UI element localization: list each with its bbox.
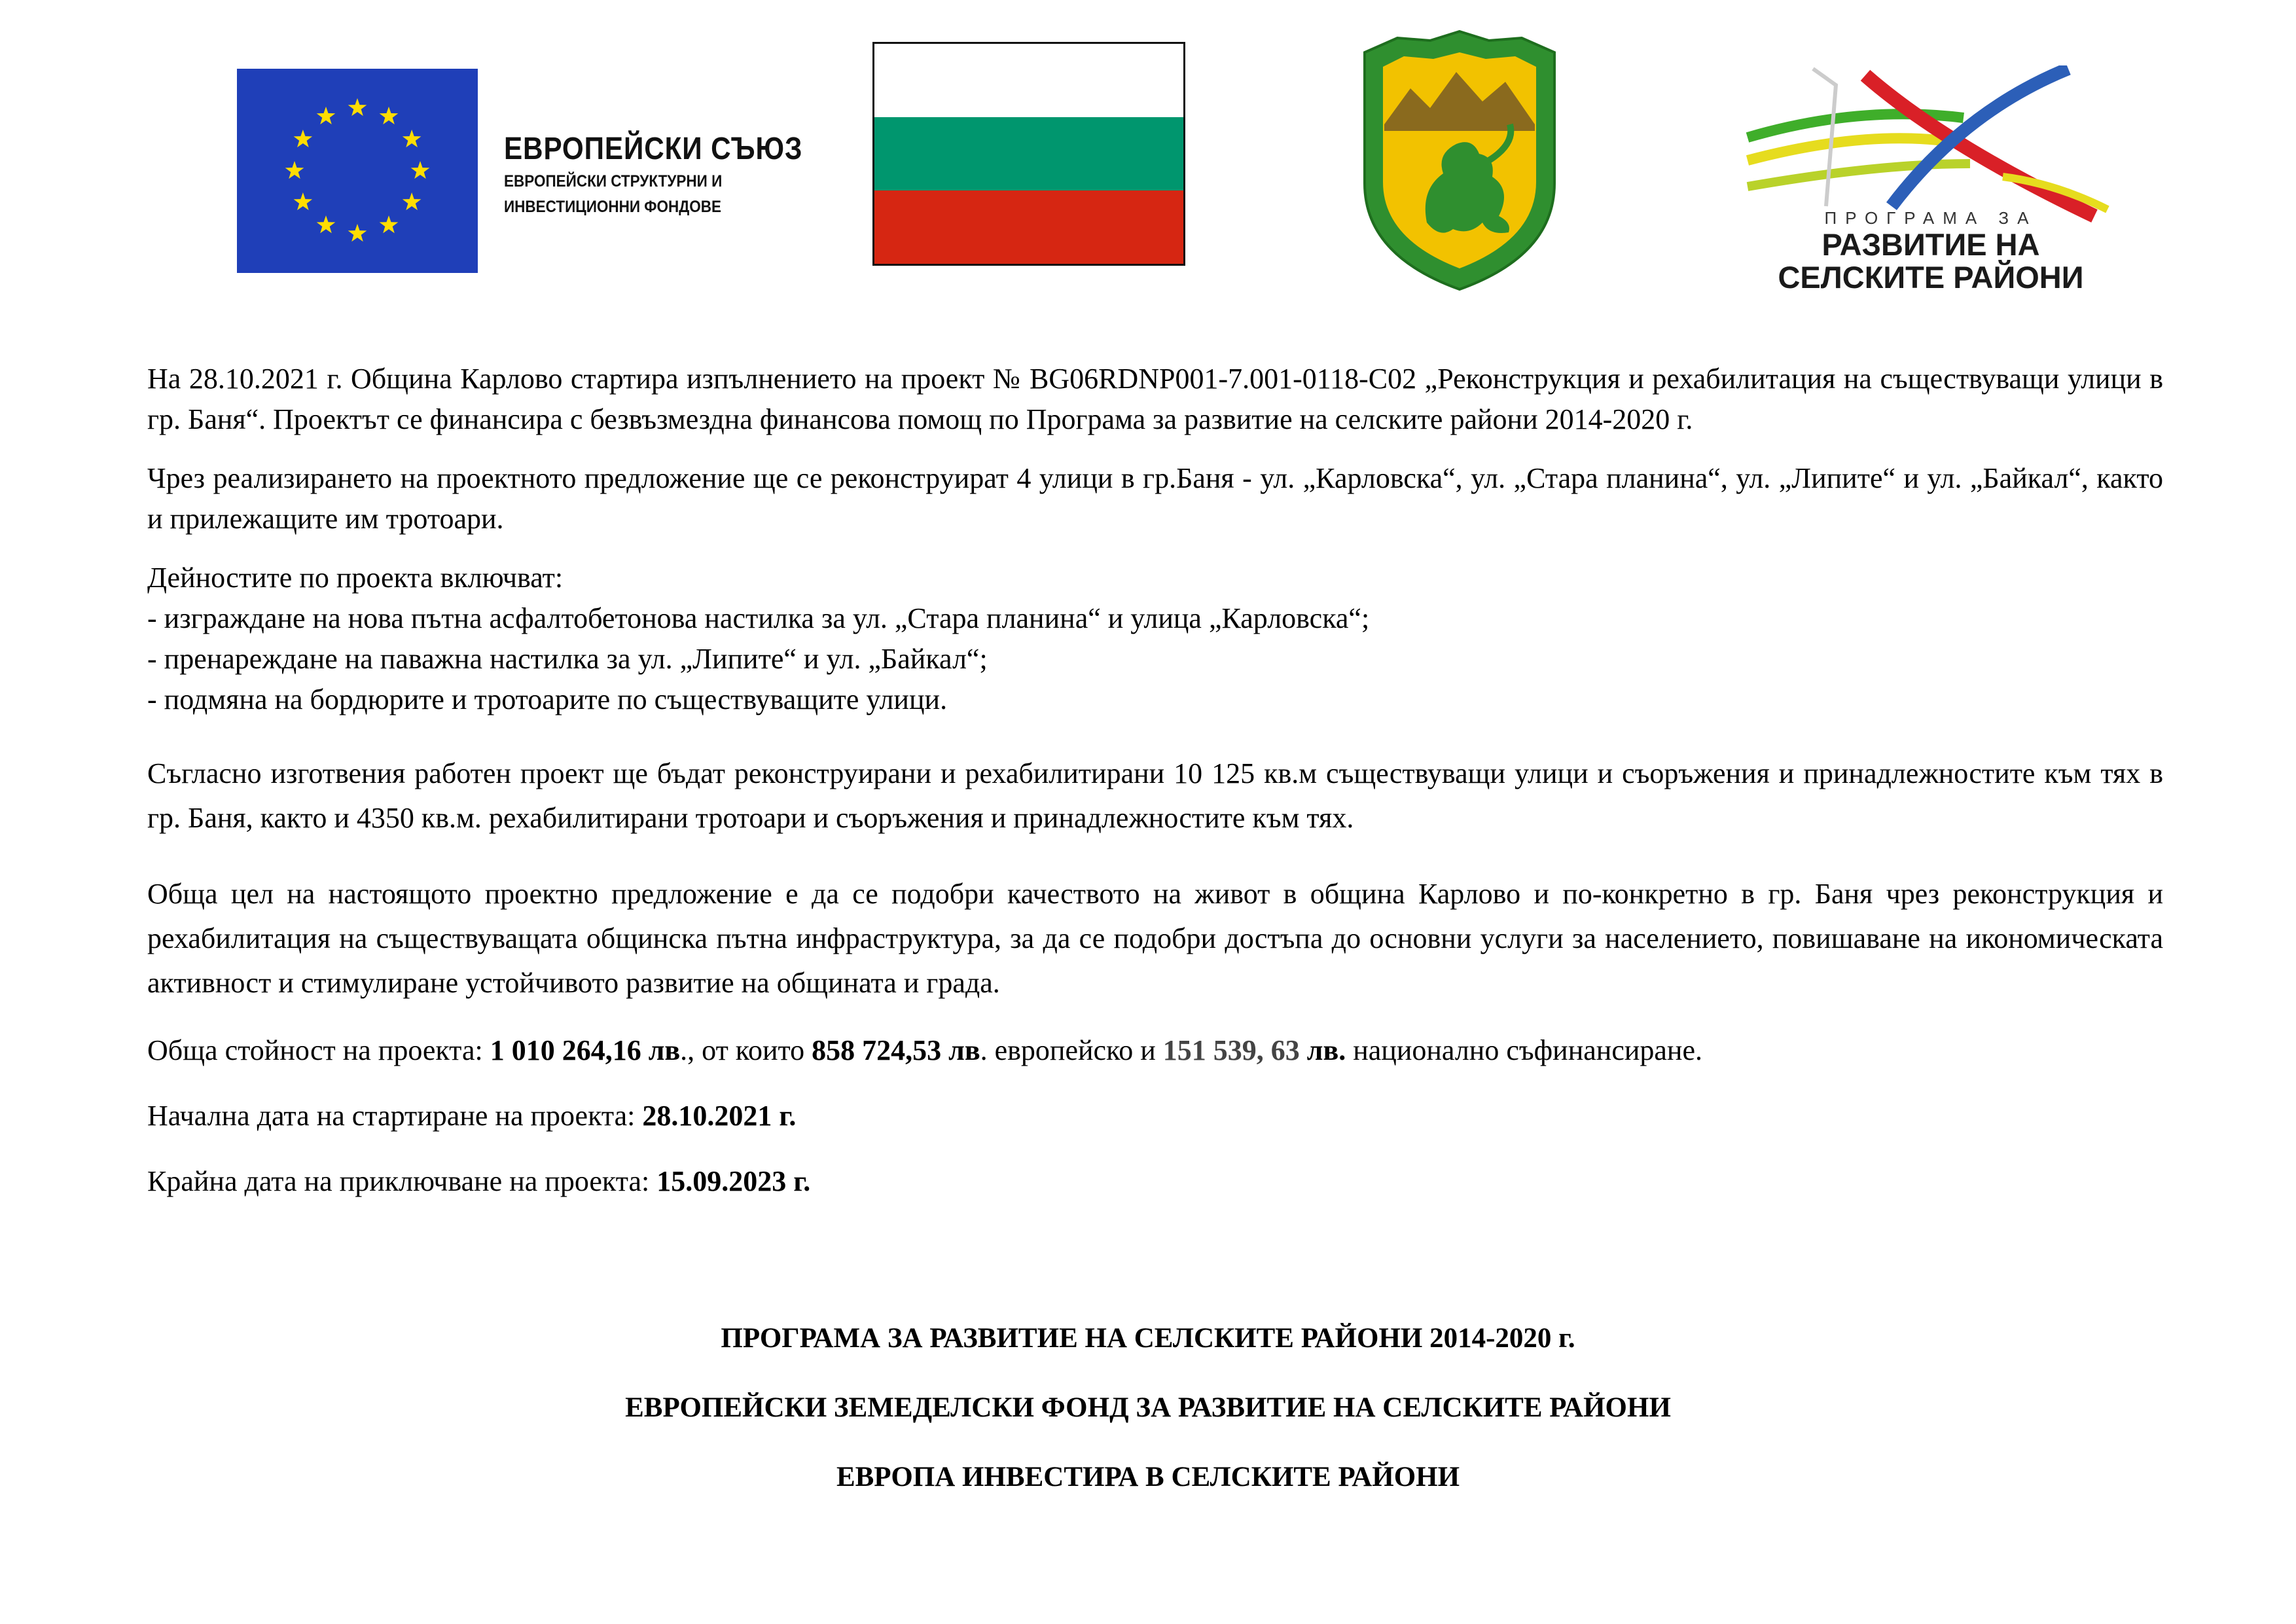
eu-star-icon [411,161,430,179]
bulgarian-flag-logo [872,42,1185,266]
eu-star-icon [317,215,336,233]
eu-stars-icon [237,69,478,273]
value-mid: ., от които [680,1034,812,1066]
eu-star-icon [348,98,367,116]
activities-list [147,598,2163,720]
list-item: - изграждане на нова пътна асфалтобетонова настилка за ул. „Стара планина“ и улица „Карловска“; [147,602,1370,634]
start-date: 28.10.2021 г. [642,1100,797,1132]
paragraph-goal: Обща цел на настоящото проектно предложение е да се подобри качеството на живот в община Карлово и по-конкретно в гр. Баня чрез реконструкция и рехабилитация на съществуващата общинска пътна инфраструктура, за да се подобри достъпа до основни услуги за населението, повишаване на икономическата активност и стимулиране устойчивото развитие на общината и града. [147,878,2163,999]
rural-program-logo-small: ПРОГРАМА ЗА [1824,208,2037,228]
value-national-currency: лв. [1299,1034,1346,1066]
document-footer [0,1322,2296,1530]
flag-stripe-green [874,117,1183,190]
flag-stripe-white [874,44,1183,117]
end-date-label: Крайна дата на приключване на проекта: [147,1165,657,1197]
start-date-label: Начална дата на стартиране на проекта: [147,1100,643,1132]
end-date-line [147,1161,2163,1202]
eu-logo-subtitle-1: ЕВРОПЕЙСКИ СТРУКТУРНИ И [504,172,723,190]
footer-line-2: ЕВРОПЕЙСКИ ЗЕМЕДЕЛСКИ ФОНД ЗА РАЗВИТИЕ НА СЕЛСКИТЕ РАЙОНИ [625,1392,1671,1423]
value-total: 1 010 264,16 лв [490,1034,681,1066]
activities-title: Дейностите по проекта включват: [147,562,564,594]
value-eu-amount: 858 724,53 лв [812,1034,980,1066]
rural-program-logo-line2: СЕЛСКИТЕ РАЙОНИ [1778,260,2084,295]
eu-flag-logo [237,69,478,273]
value-national-label: национално съфинансиране. [1346,1034,1702,1066]
eu-star-icon [294,130,313,147]
end-date: 15.09.2023 г. [656,1165,811,1197]
eu-logo-text [504,131,844,218]
project-value [147,1030,2163,1071]
logo-header [0,0,2296,308]
eu-star-icon [380,215,399,233]
eu-star-icon [348,224,367,242]
eu-star-icon [294,192,313,210]
eu-logo-title: ЕВРОПЕЙСКИ СЪЮЗ [504,132,803,166]
paragraph-areas: Съгласно изготвения работен проект ще бъдат реконструирани и рехабилитирани 10 125 кв.м съществуващи улици и съоръжения и принадлежностите към тях в гр. Баня, както и 4350 кв.м. рехабилитирани тротоари и съоръжения и принадлежностите към тях. [147,757,2163,834]
rural-program-logo-text [1721,208,2140,294]
paragraph-project-start: На 28.10.2021 г. Община Карлово стартира изпълнението на проект № BG06RDNP001-7.001-0118-C02 „Реконструкция и рехабилитация на съществуващи улици в гр. Баня“. Проектът се финансира с безвъзмездна финансова помощ по Програма за развитие на селските райони 2014-2020 г. [147,363,2163,435]
eu-star-icon [317,107,336,124]
value-label: Обща стойност на проекта: [147,1034,490,1066]
document-body [147,359,2163,1202]
value-national-amount: 151 539, 63 [1162,1034,1300,1066]
eu-logo-subtitle-2: ИНВЕСТИЦИОННИ ФОНДОВЕ [504,198,722,216]
paragraph-streets: Чрез реализирането на проектното предложение ще се реконструират 4 улици в гр.Баня - ул. „Карловска“, ул. „Стара планина“, ул. „Липите“ и ул. „Байкал“, както и прилежащите им тротоари. [147,462,2163,535]
flag-stripe-red [874,190,1183,264]
value-eu-label: . европейско и [980,1034,1163,1066]
eu-star-icon [380,107,399,124]
eu-star-icon [285,161,304,179]
footer-line-1: ПРОГРАМА ЗА РАЗВИТИЕ НА СЕЛСКИТЕ РАЙОНИ 2014-2020 г. [721,1323,1575,1354]
list-item: - пренареждане на паважна настилка за ул. „Липите“ и ул. „Байкал“; [147,643,988,675]
rural-program-logo-line1: РАЗВИТИЕ НА [1821,227,2040,262]
start-date-line [147,1096,2163,1136]
eu-star-icon [403,192,422,210]
karlovo-crest-logo [1358,26,1561,295]
list-item: - подмяна на бордюрите и тротоарите по съществуващите улици. [147,683,948,715]
footer-line-3: ЕВРОПА ИНВЕСТИРА В СЕЛСКИТЕ РАЙОНИ [836,1462,1460,1492]
eu-star-icon [403,130,422,147]
